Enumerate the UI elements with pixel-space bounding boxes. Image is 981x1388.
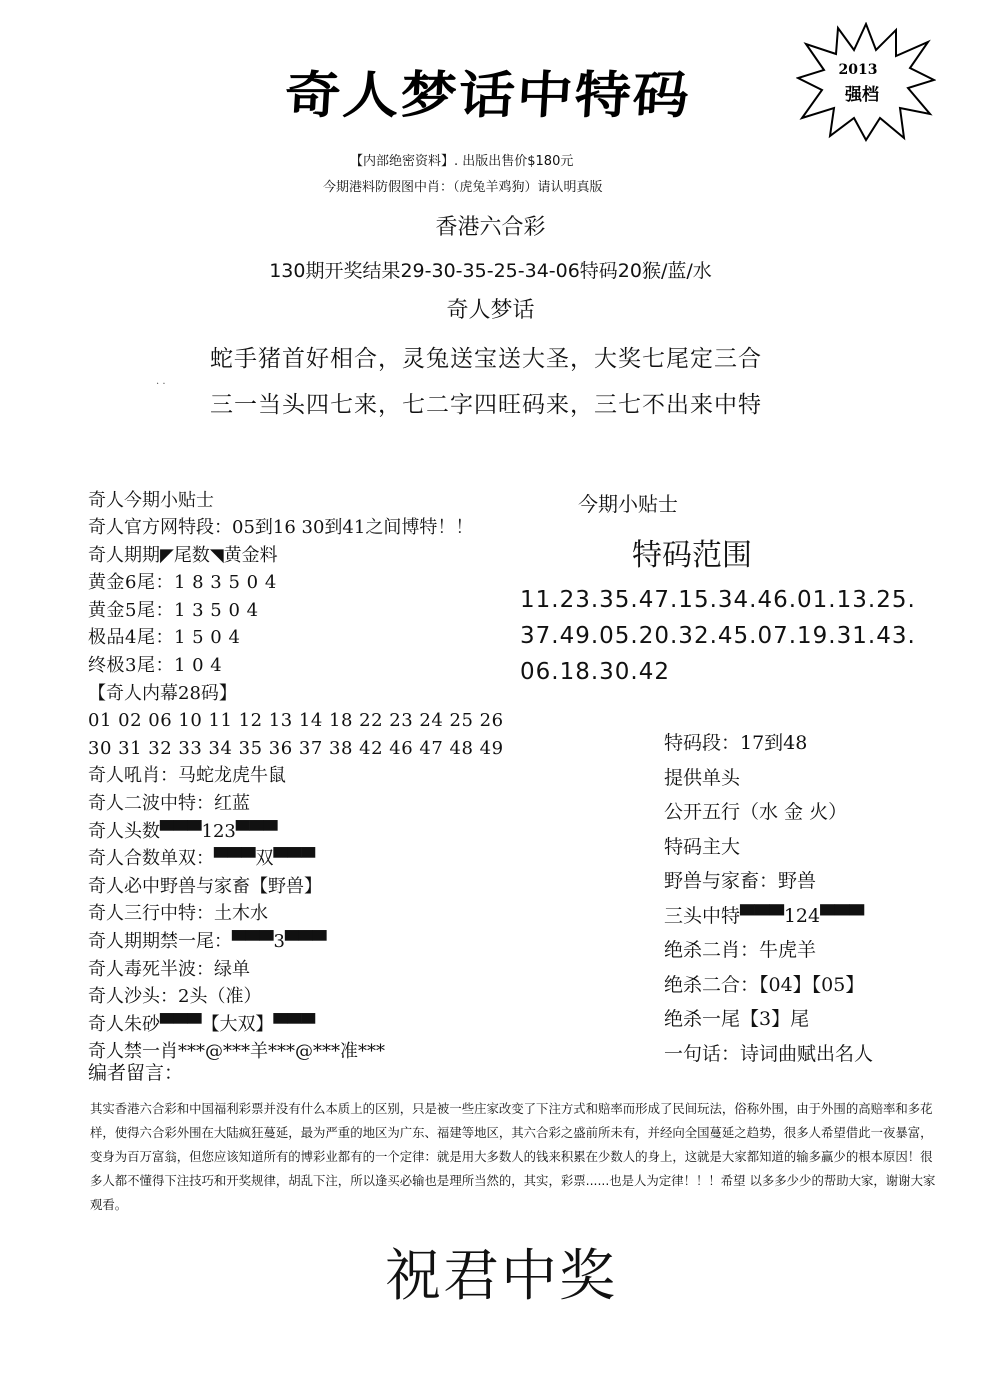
- fake-warning-line: 今期港料防假图中肖：（虎兔羊鸡狗）请认明真版: [323, 180, 603, 195]
- tip-number-row: 01 02 06 10 11 12 13 14 18 22 23 24 25 26: [88, 710, 504, 732]
- tip-line: 极品4尾：1 5 0 4: [88, 627, 241, 649]
- badge-year: 2013: [838, 62, 878, 78]
- tip-line: 奇人朱砂▀▀▀【大双】▀▀▀: [88, 1013, 316, 1035]
- stray-dots: . .: [156, 376, 166, 387]
- tip-line: 奇人头数▀▀▀123▀▀▀: [88, 820, 278, 842]
- editor-label: 编者留言：: [88, 1062, 184, 1084]
- right-tip-line: 一句话：诗词曲赋出名人: [664, 1042, 874, 1065]
- tip-line: 奇人二波中特：红蓝: [88, 792, 250, 814]
- tip-line: 奇人合数单双：▀▀▀双▀▀▀: [88, 848, 316, 870]
- right-tip-line: 公开五行（水 金 火）: [664, 801, 848, 823]
- badge-text: 强档: [845, 85, 879, 105]
- starburst-badge: [796, 22, 936, 142]
- right-tip-line: 绝杀二肖：牛虎羊: [664, 939, 817, 961]
- right-tip-line: 特码主大: [664, 835, 741, 858]
- range-title: 特码范围: [632, 538, 752, 573]
- tip-line: 奇人三行中特：土木水: [88, 903, 268, 925]
- tip-line: 奇人期期禁一尾：▀▀▀3▀▀▀: [88, 930, 327, 952]
- right-tip-line: 特码段：17到48: [664, 732, 808, 754]
- tip-line: 奇人必中野兽与家畜【野兽】: [88, 875, 322, 897]
- right-tip-line: 绝杀二合：【04】【05】: [664, 973, 865, 996]
- tip-line: 黄金6尾：1 8 3 5 0 4: [88, 572, 277, 594]
- tip-line: 奇人沙头：2头（准）: [88, 986, 262, 1008]
- blessing: 祝君中奖: [385, 1244, 617, 1309]
- right-tip-line: 三头中特▀▀▀124▀▀▀: [664, 904, 864, 927]
- poem-line-1: 蛇手猪首好相合，灵兔送宝送大圣，大奖七尾定三合: [210, 346, 762, 372]
- right-tip-line: 野兽与家畜：野兽: [664, 870, 817, 892]
- draw-results: 130期开奖结果29-30-35-25-34-06特码20猴/蓝/水: [269, 260, 712, 282]
- section-name: 奇人梦话: [446, 298, 535, 323]
- left-tips: [88, 488, 538, 1066]
- tip-line: 【奇人内幕28码】: [88, 682, 237, 704]
- tip-line: 黄金5尾：1 3 5 0 4: [88, 599, 259, 621]
- right-tip-line: 提供单头: [664, 766, 741, 789]
- right-tips-heading: 今期小贴士: [578, 492, 678, 516]
- right-tips: [664, 726, 964, 1071]
- right-tip-line: 绝杀一尾【3】尾: [664, 1008, 810, 1030]
- tip-line: 奇人期期◤尾数◥黄金料: [88, 544, 278, 566]
- poem-line-2: 三一当头四七来，七二字四旺码来，三七不出来中特: [210, 392, 762, 418]
- lottery-name: 香港六合彩: [435, 215, 546, 240]
- starburst-shape: [798, 24, 934, 140]
- tip-line: 奇人毒死半波：绿单: [88, 958, 250, 980]
- tip-line: 奇人官方网特段：05到16 30到41之间博特！！: [88, 517, 474, 538]
- secret-info-line: 【内部绝密资料】. 出版出售价$180元: [350, 154, 574, 169]
- tip-line: 奇人吼肖：马蛇龙虎牛鼠: [88, 765, 286, 787]
- tip-number-row: 30 31 32 33 34 35 36 37 38 42 46 47 48 49: [88, 737, 504, 759]
- editor-paragraph: 其实香港六合彩和中国福利彩票并没有什么本质上的区别，只是被一些庄家改变了下注方式和赔率而形成了民间玩法，俗称外围，由于外围的高赔率和多花样，使得六合彩外围在大陆疯狂蔓延，最为严重的地区为广东、福建等地区，其六合彩之盛前所未有，并经向全国蔓延之趋势，很多人希望借此一夜暴富，变身为百万富翁，但您应该知道所有的博彩业都有的一个定律：就是用大多数人的钱来积累在少数人的身上，这就是大家都知道的输多赢少的根本原因！很多人都不懂得下注技巧和开奖规律，胡乱下注，所以逢买必输也是理所当然的，其实，彩票......也是人为定律！！！希望 以多多少少的帮助大家，谢谢大家观看。: [90, 1101, 936, 1212]
- left-tips-heading: 奇人今期小贴士: [88, 490, 214, 511]
- page-title: 奇人梦话中特码: [283, 66, 693, 126]
- tip-line: 终极3尾：1 0 4: [88, 654, 223, 676]
- range-numbers: 11.23.35.47.15.34.46.01.13.25. 37.49.05.20.32.45.07.19.31.43. 06.18.30.42: [520, 587, 916, 685]
- tip-line: 奇人禁一肖***@***羊***@***准***: [88, 1041, 385, 1063]
